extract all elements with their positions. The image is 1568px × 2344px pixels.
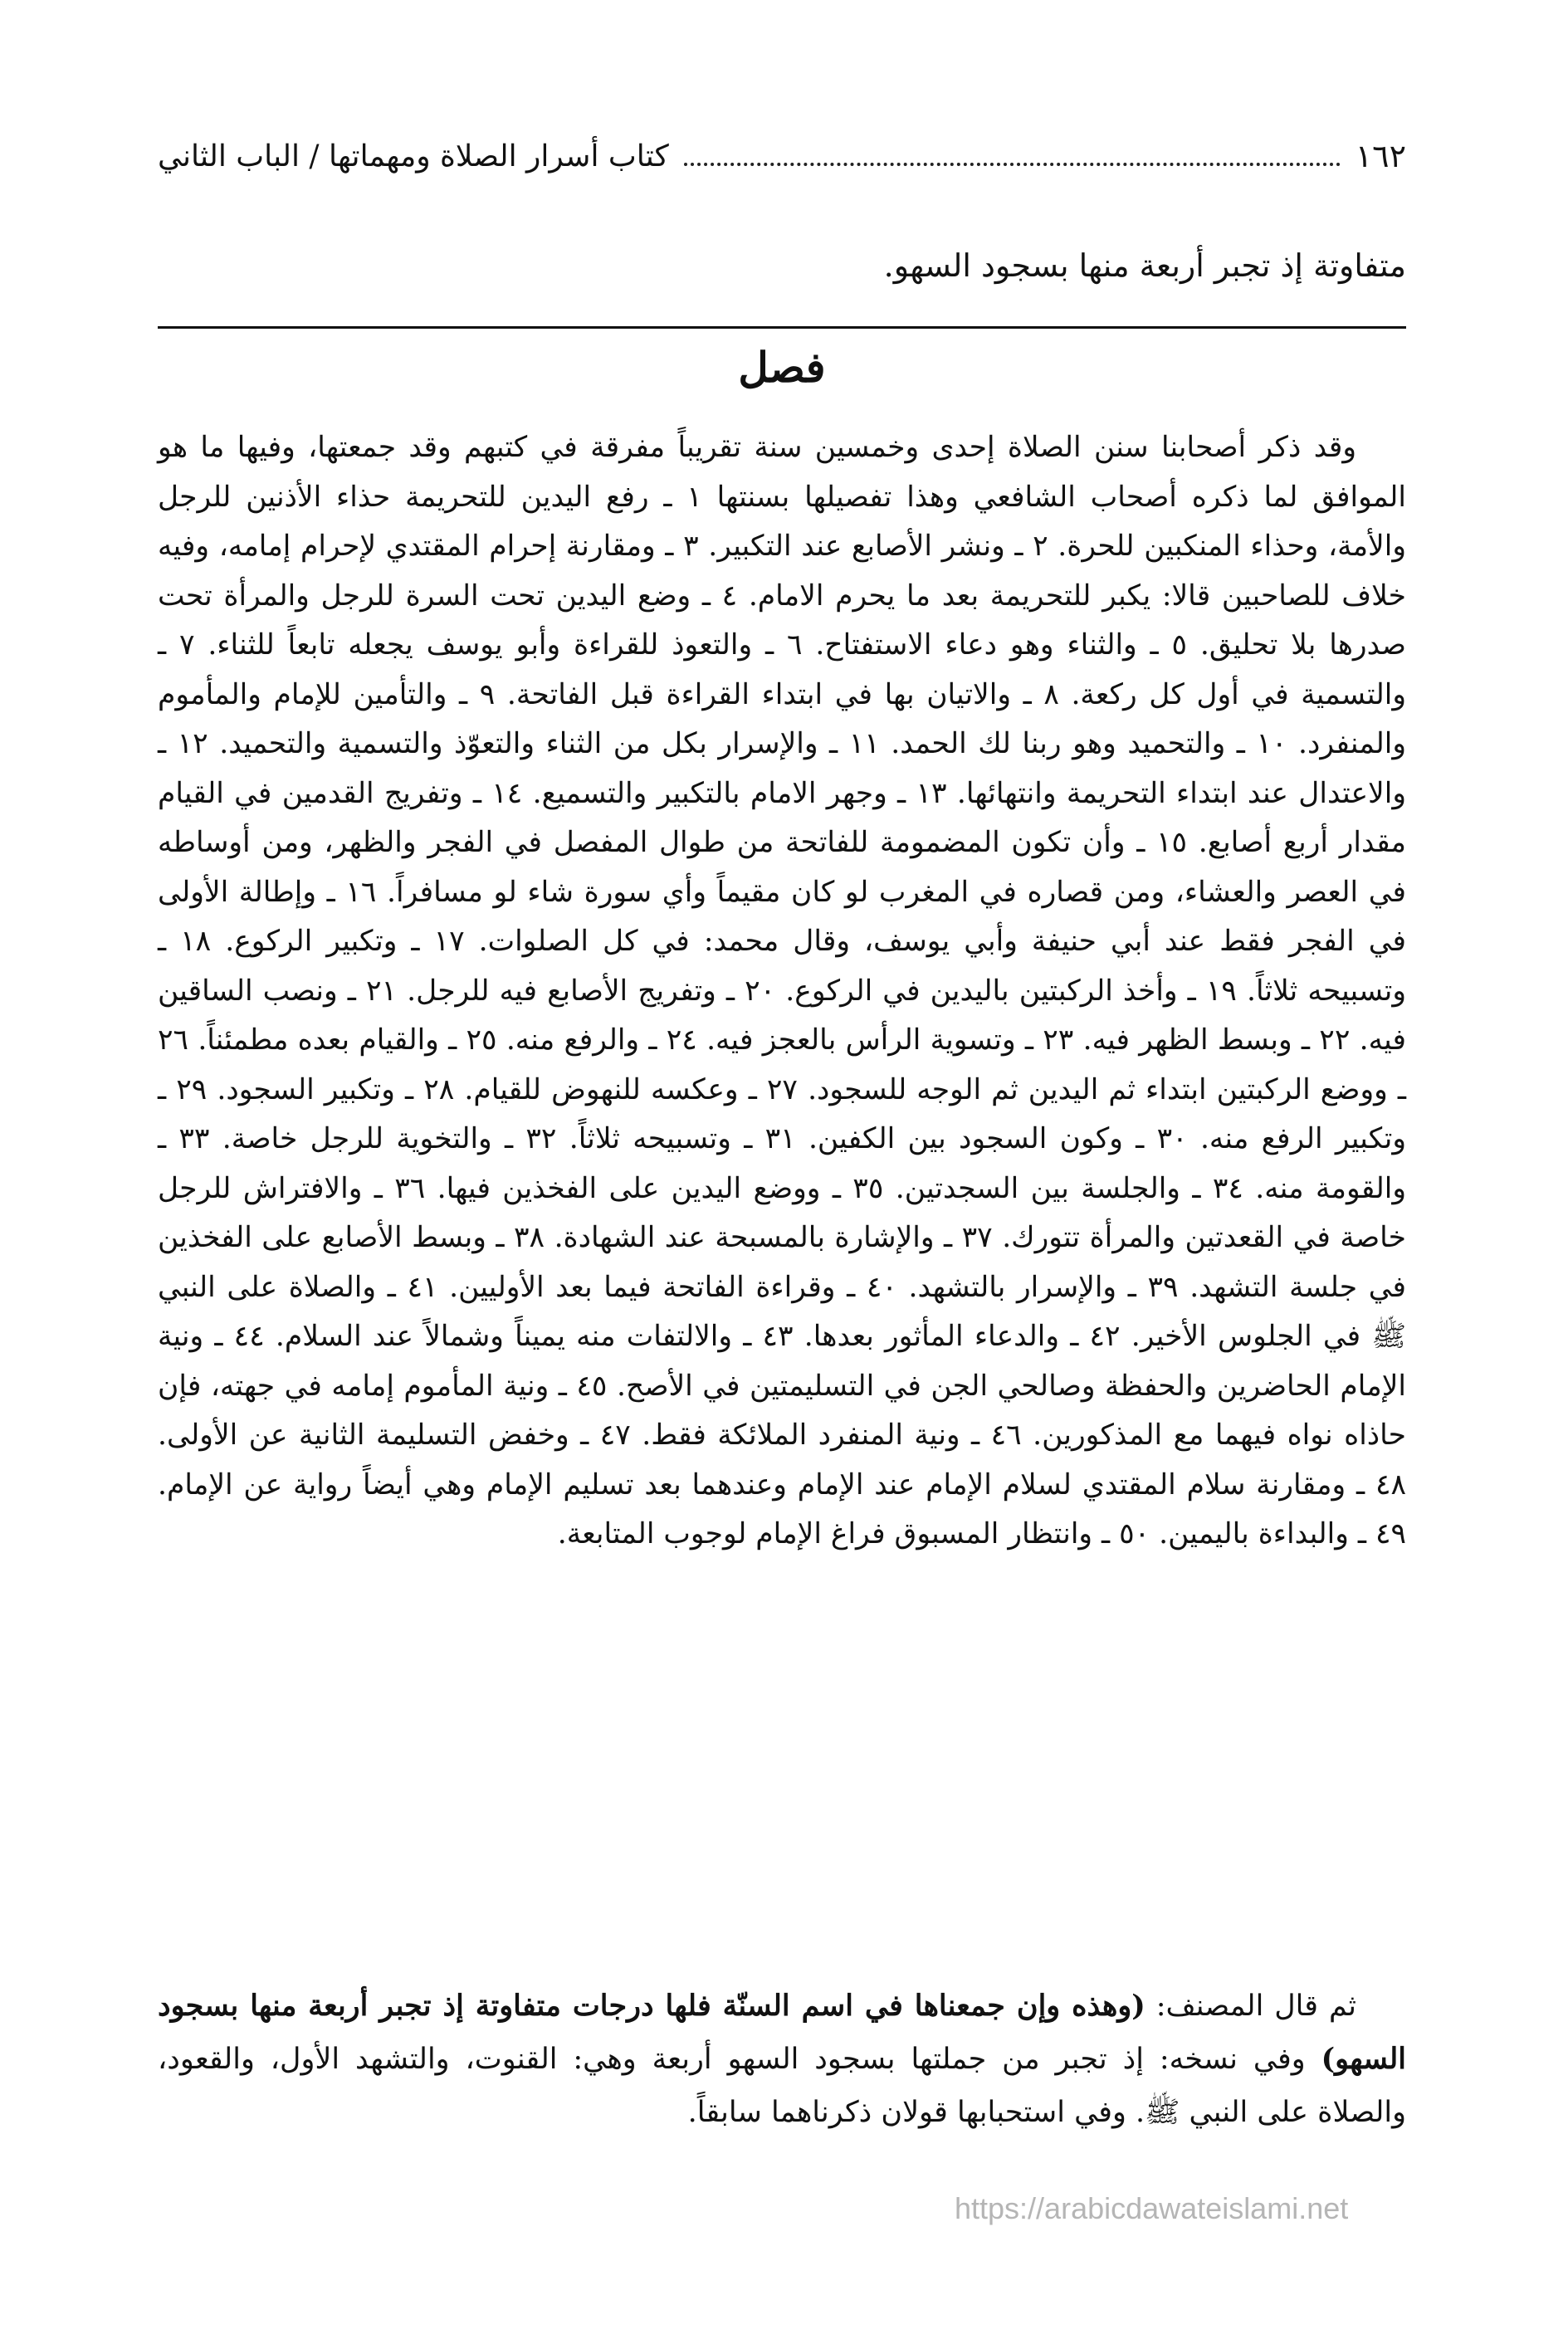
closing-intro: ثم قال المصنف: xyxy=(1145,1990,1356,2023)
page-number: ١٦٢ xyxy=(1355,138,1406,174)
main-text xyxy=(158,423,1406,1560)
page-header xyxy=(158,131,1406,181)
section-divider xyxy=(158,326,1406,329)
body-paragraph: وقد ذكر أصحابنا سنن الصلاة إحدى وخمسين سنة تقريباً مفرقة في كتبهم وقد جمعتها، وفيها ما هو الموافق لما ذكره أصحاب الشافعي وهذا تفصيلها بسنتها ١ ـ رفع اليدين للتحريمة حذاء الأذنين للرجل والأمة، وحذاء المنكبين للحرة. ٢ ـ ونشر الأصابع عند التكبير. ٣ ـ ومقارنة إحرام المقتدي لإحرام إمامه، وفيه خلاف للصاحبين قالا: يكبر للتحريمة بعد ما يحرم الامام. ٤ ـ وضع اليدين تحت السرة للرجل والمرأة تحت صدرها بلا تحليق. ٥ ـ والثناء وهو دعاء الاستفتاح. ٦ ـ والتعوذ للقراءة وأبو يوسف يجعله تابعاً للثناء. ٧ ـ والتسمية في أول كل ركعة. ٨ ـ والاتيان بها في ابتداء القراءة قبل الفاتحة. ٩ ـ والتأمين للإمام والمأموم والمنفرد. ١٠ ـ والتحميد وهو ربنا لك الحمد. ١١ ـ والإسرار بكل من الثناء والتعوّذ والتسمية والتحميد. ١٢ ـ والاعتدال عند ابتداء التحريمة وانتهائها. ١٣ ـ وجهر الامام بالتكبير والتسميع. ١٤ ـ وتفريج القدمين في القيام مقدار أربع أصابع. ١٥ ـ وأن تكون المضمومة للفاتحة من طوال المفصل في الفجر والظهر، ومن أوساطه في العصر والعشاء، ومن قصاره في المغرب لو كان مقيماً وأي سورة شاء لو مسافراً. ١٦ ـ وإطالة الأولى في الفجر فقط عند أبي حنيفة وأبي يوسف، وقال محمد: في كل الصلوات. ١٧ ـ وتكبير الركوع. ١٨ ـ وتسبيحه ثلاثاً. ١٩ ـ وأخذ الركبتين باليدين في الركوع. ٢٠ ـ وتفريج الأصابع فيه للرجل. ٢١ ـ ونصب الساقين فيه. ٢٢ ـ وبسط الظهر فيه. ٢٣ ـ وتسوية الرأس بالعجز فيه. ٢٤ ـ والرفع منه. ٢٥ ـ والقيام بعده مطمئناً. ٢٦ ـ ووضع الركبتين ابتداء ثم اليدين ثم الوجه للسجود. ٢٧ ـ وعكسه للنهوض للقيام. ٢٨ ـ وتكبير السجود. ٢٩ ـ وتكبير الرفع منه. ٣٠ ـ وكون السجود بين الكفين. ٣١ ـ وتسبيحه ثلاثاً. ٣٢ ـ والتخوية للرجل خاصة. ٣٣ ـ والقومة منه. ٣٤ ـ والجلسة بين السجدتين. ٣٥ ـ ووضع اليدين على الفخذين فيها. ٣٦ ـ والافتراش للرجل خاصة في القعدتين والمرأة تتورك. ٣٧ ـ والإشارة بالمسبحة عند الشهادة. ٣٨ ـ وبسط الأصابع على الفخذين في جلسة التشهد. ٣٩ ـ والإسرار بالتشهد. ٤٠ ـ وقراءة الفاتحة فيما بعد الأوليين. ٤١ ـ والصلاة على النبي ﷺ في الجلوس الأخير. ٤٢ ـ والدعاء المأثور بعدها. ٤٣ ـ والالتفات منه يميناً وشمالاً عند السلام. ٤٤ ـ ونية الإمام الحاضرين والحفظة وصالحي الجن في التسليمتين في الأصح. ٤٥ ـ ونية المأموم إمامه في جهته، فإن حاذاه نواه فيهما مع المذكورين. ٤٦ ـ ونية المنفرد الملائكة فقط. ٤٧ ـ وخفض التسليمة الثانية عن الأولى. ٤٨ ـ ومقارنة سلام المقتدي لسلام الإمام عند الإمام وعندهما بعد تسليم الإمام وهي أيضاً رواية عن الإمام. ٤٩ ـ والبداءة باليمين. ٥٠ ـ وانتظار المسبوق فراغ الإمام لوجوب المتابعة. xyxy=(158,431,1407,1550)
closing-paragraph xyxy=(158,1980,1406,2139)
closing-rest: وفي نسخه: إذ تجبر من جملتها بسجود السهو أربعة وهي: القنوت، والتشهد الأول، والقعود، والصلاة على النبي ﷺ. وفي استحبابها قولان ذكرناهما سابقاً. xyxy=(158,2043,1406,2129)
header-dotted-leader xyxy=(684,163,1341,166)
closing-paragraph-block xyxy=(158,1980,1406,2139)
section-heading: فصل xyxy=(738,343,826,392)
watermark-url: https://arabicdawateislami.net xyxy=(955,2191,1349,2225)
carried-over-line: متفاوتة إذ تجبر أربعة منها بسجود السهو. xyxy=(883,247,1406,284)
running-title: كتاب أسرار الصلاة ومهماتها / الباب الثاني xyxy=(158,139,669,173)
closing-quote: (وهذه وإن جمعناها في اسم السنّة فلها درجات متفاوتة إذ تجبر أربعة منها بسجود السهو) xyxy=(158,1989,1406,2076)
